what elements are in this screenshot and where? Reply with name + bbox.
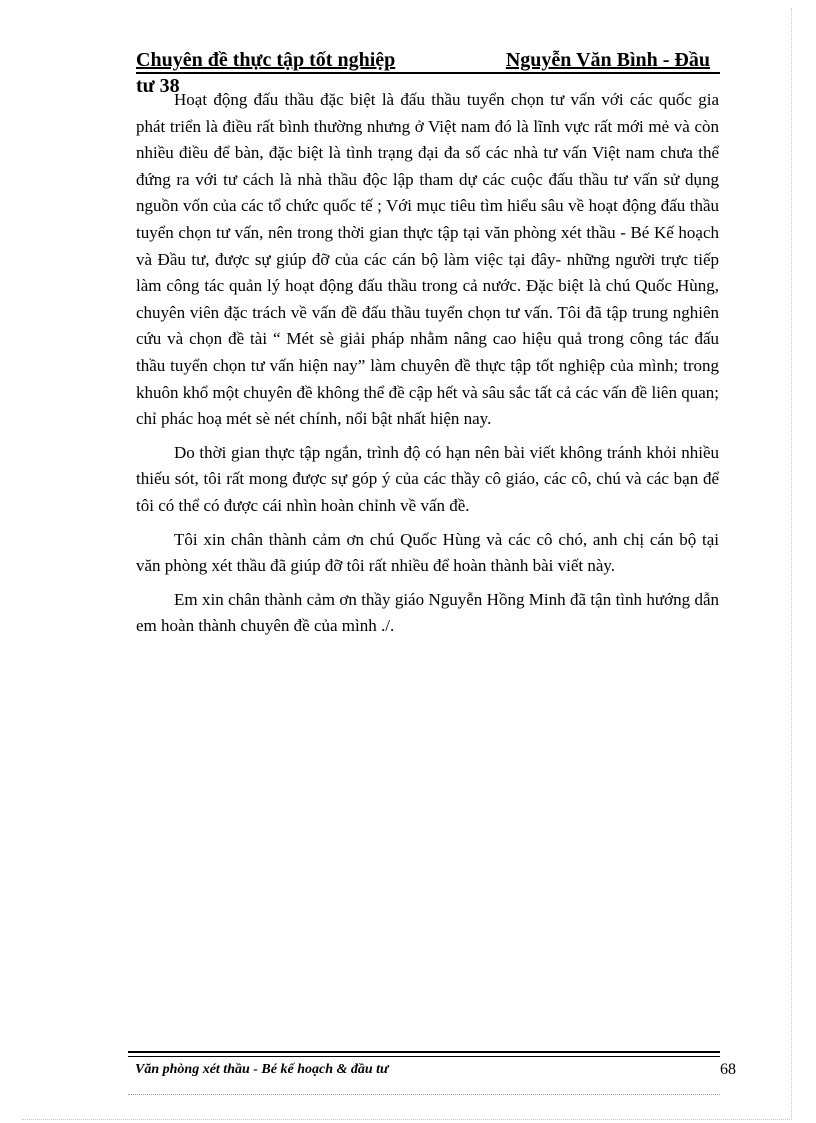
paragraph-thanks-advisor: Em xin chân thành cảm ơn thầy giáo Nguyễn Hồng Minh đã tận tình hướng dẫn em hoàn thành chuyên đề của mình ./. — [136, 589, 719, 636]
page-number: 68 — [720, 1061, 736, 1078]
paragraph-thanks-office: Tôi xin chân thành cảm ơn chú Quốc Hùng và các cô chó, anh chị cán bộ tại văn phòng xét thầu đã giúp đỡ tôi rất nhiều để hoàn thành bài viết này. — [136, 529, 719, 576]
footer-bottom-rule — [128, 1094, 720, 1095]
running-footer — [128, 1051, 736, 1082]
header-author: Nguyễn Văn Bình - Đầu — [505, 49, 710, 71]
header-continuation: tư 38 — [136, 75, 180, 97]
paragraph-apology: Do thời gian thực tập ngắn, trình độ có hạn nên bài viết không tránh khỏi nhiều thiếu sót, tôi rất mong được sự góp ý của các thầy cô giáo, các cô, chú và các bạn để tôi có thể có được cái nhìn hoàn chỉnh về vấn đề. — [136, 442, 719, 515]
footer-office: Văn phòng xét thầu - Bé kế hoạch & đầu tư — [135, 1062, 389, 1077]
paragraph-intro: Hoạt động đấu thầu đặc biệt là đấu thầu tuyển chọn tư vấn với các quốc gia phát triển là điều rất bình thường nhưng ở Việt nam đó là lĩnh vực rất mới mẻ và còn nhiều điều để bàn, đặc biệt là tình trạng đại đa số các nhà tư vấn Việt nam chưa thể đứng ra với tư cách là nhà thầu độc lập tham dự các cuộc đấu thầu tư vấn sử dụng nguồn vốn của các tổ chức quốc tế ; Với mục tiêu tìm hiểu sâu về hoạt động đấu thầu tuyển chọn tư vấn, nên trong thời gian thực tập tại văn phòng xét thầu - Bé Kế hoạch và Đầu tư, được sự giúp đỡ của các cán bộ làm việc tại đây- những người trực tiếp làm công tác quản lý hoạt động đấu thầu trong cả nước. Đặc biệt là chú Quốc Hùng, chuyên viên đặc trách về vấn đề đấu thầu tuyển chọn tư vấn. Tôi đã tập trung nghiên cứu và chọn đề tài “ Mét sè giải pháp nhằm nâng cao hiệu quả trong công tác đấu thầu tuyển chọn tư vấn hiện nay” làm chuyên đề thực tập tốt nghiệp của mình; trong khuôn khổ một chuyên đề không thể đề cập hết và sâu sắc tất cả các vấn đề liên quan; chỉ phác hoạ mét sè nét chính, nổi bật nhất hiện nay. — [136, 90, 719, 429]
footer-row — [128, 1060, 736, 1082]
footer-rule-thin — [128, 1056, 720, 1057]
footer-rule — [128, 1051, 720, 1053]
header-title: Chuyên đề thực tập tốt nghiệp — [136, 49, 396, 71]
document-body — [136, 87, 719, 647]
header-line — [136, 48, 720, 74]
